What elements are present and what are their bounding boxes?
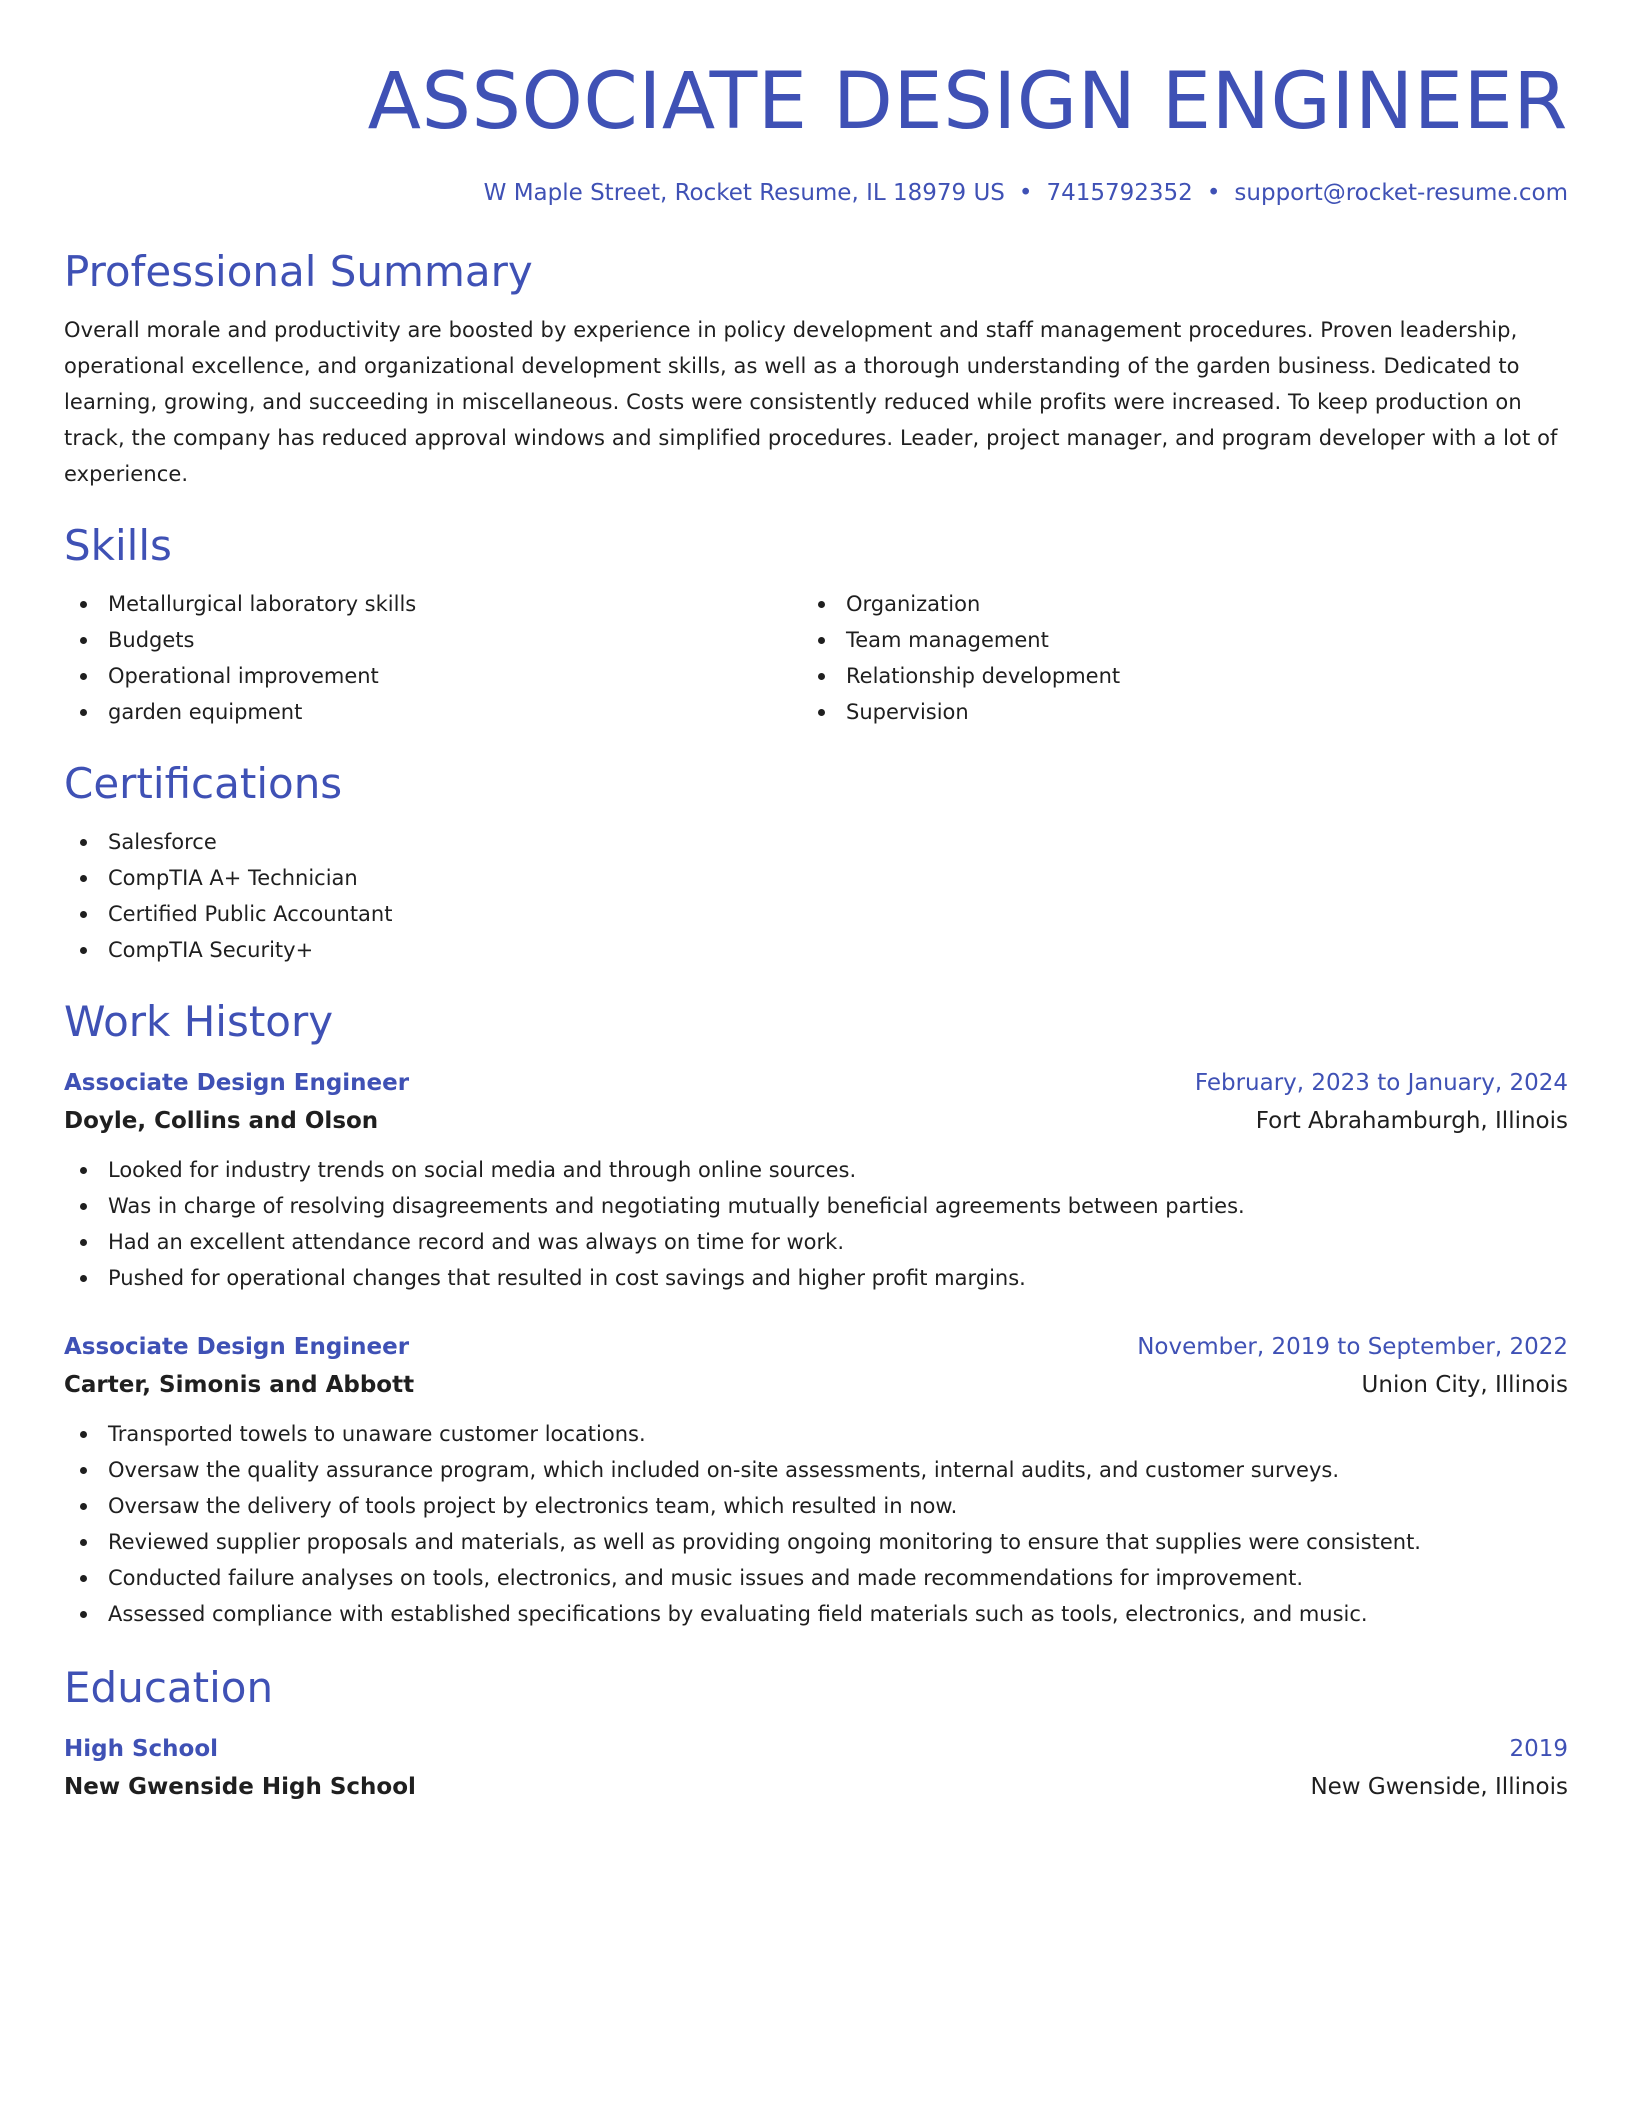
- education-header-row: [64, 1730, 1568, 1768]
- skill-item: Organization: [802, 586, 1540, 622]
- job-header-row: [64, 1064, 1568, 1102]
- summary-text: Overall morale and productivity are boosted by experience in policy development and staff management procedures. Proven leadership, operational excellence, and organizational development skills, as well as a thorough understanding of the garden business. Dedicated to learning, growing, and succeeding in miscellaneous. Costs were consistently reduced while profits were increased. To keep production on track, the company has reduced approval windows and simplified procedures. Leader, project manager, and program developer with a lot of experience.: [64, 318, 1558, 486]
- certification-item: CompTIA A+ Technician: [64, 860, 1568, 896]
- skill-item: Metallurgical laboratory skills: [64, 586, 802, 622]
- contact-line: [64, 176, 1568, 210]
- skills-grid: [64, 586, 1568, 730]
- certifications-list: [64, 824, 1568, 968]
- job-title: Associate Design Engineer: [64, 1334, 410, 1360]
- separator-dot: •: [1018, 180, 1033, 206]
- contact-address: W Maple Street, Rocket Resume, IL 18979 US: [483, 180, 1005, 206]
- job-location: Union City, Illinois: [1361, 1372, 1568, 1398]
- job-bullet: Reviewed supplier proposals and materials, as well as providing ongoing monitoring to ensure that supplies were consistent.: [64, 1524, 1568, 1560]
- job-bullet: Conducted failure analyses on tools, electronics, and music issues and made recommendations for improvement.: [64, 1560, 1568, 1596]
- certifications-heading: Certifications: [64, 759, 343, 808]
- skills-column-right: [802, 586, 1540, 730]
- certifications-section: [64, 758, 1568, 968]
- job-bullets: [64, 1152, 1568, 1296]
- candidate-name: ASSOCIATE DESIGN ENGINEER: [367, 57, 1568, 147]
- resume-header: [64, 54, 1568, 210]
- job-dates: February, 2023 to January, 2024: [1194, 1070, 1568, 1096]
- summary-heading: Professional Summary: [64, 247, 533, 296]
- job-bullet: Looked for industry trends on social media and through online sources.: [64, 1152, 1568, 1188]
- skills-heading: Skills: [64, 521, 172, 570]
- education-school-row: [64, 1768, 1568, 1806]
- job-entry: [64, 1064, 1568, 1296]
- job-dates: November, 2019 to September, 2022: [1137, 1334, 1568, 1360]
- education-degree: High School: [64, 1736, 219, 1762]
- skill-item: Supervision: [802, 694, 1540, 730]
- skill-item: garden equipment: [64, 694, 802, 730]
- job-bullet: Oversaw the quality assurance program, which included on-site assessments, internal audits, and customer surveys.: [64, 1452, 1568, 1488]
- job-company-row: [64, 1102, 1568, 1140]
- contact-email[interactable]: support@rocket-resume.com: [1234, 180, 1568, 206]
- education-heading: Education: [64, 1663, 274, 1712]
- summary-section: [64, 246, 1568, 492]
- separator-dot: •: [1206, 180, 1221, 206]
- job-entry: [64, 1328, 1568, 1632]
- contact-phone[interactable]: 7415792352: [1046, 180, 1193, 206]
- job-title: Associate Design Engineer: [64, 1070, 410, 1096]
- job-bullet: Assessed compliance with established specifications by evaluating field materials such as tools, electronics, and music.: [64, 1596, 1568, 1632]
- job-bullet: Had an excellent attendance record and was always on time for work.: [64, 1224, 1568, 1260]
- education-location: New Gwenside, Illinois: [1310, 1774, 1568, 1800]
- job-bullet: Was in charge of resolving disagreements and negotiating mutually beneficial agreements between parties.: [64, 1188, 1568, 1224]
- job-bullets: [64, 1416, 1568, 1632]
- skill-item: Relationship development: [802, 658, 1540, 694]
- certification-item: Salesforce: [64, 824, 1568, 860]
- job-bullet: Transported towels to unaware customer locations.: [64, 1416, 1568, 1452]
- job-bullet: Pushed for operational changes that resulted in cost savings and higher profit margins.: [64, 1260, 1568, 1296]
- education-school: New Gwenside High School: [64, 1774, 416, 1800]
- work-history-section: [64, 996, 1568, 1632]
- skill-item: Operational improvement: [64, 658, 802, 694]
- job-header-row: [64, 1328, 1568, 1366]
- skill-item: Team management: [802, 622, 1540, 658]
- skill-item: Budgets: [64, 622, 802, 658]
- job-company-row: [64, 1366, 1568, 1404]
- skills-column-left: [64, 586, 802, 730]
- certification-item: CompTIA Security+: [64, 932, 1568, 968]
- job-location: Fort Abrahamburgh, Illinois: [1255, 1108, 1568, 1134]
- job-company: Doyle, Collins and Olson: [64, 1108, 379, 1134]
- job-bullet: Oversaw the delivery of tools project by electronics team, which resulted in now.: [64, 1488, 1568, 1524]
- work-history-heading: Work History: [64, 997, 334, 1046]
- job-company: Carter, Simonis and Abbott: [64, 1372, 415, 1398]
- education-year: 2019: [1509, 1736, 1568, 1762]
- skills-section: [64, 520, 1568, 730]
- education-section: [64, 1662, 1568, 1806]
- certification-item: Certified Public Accountant: [64, 896, 1568, 932]
- education-entry: [64, 1730, 1568, 1806]
